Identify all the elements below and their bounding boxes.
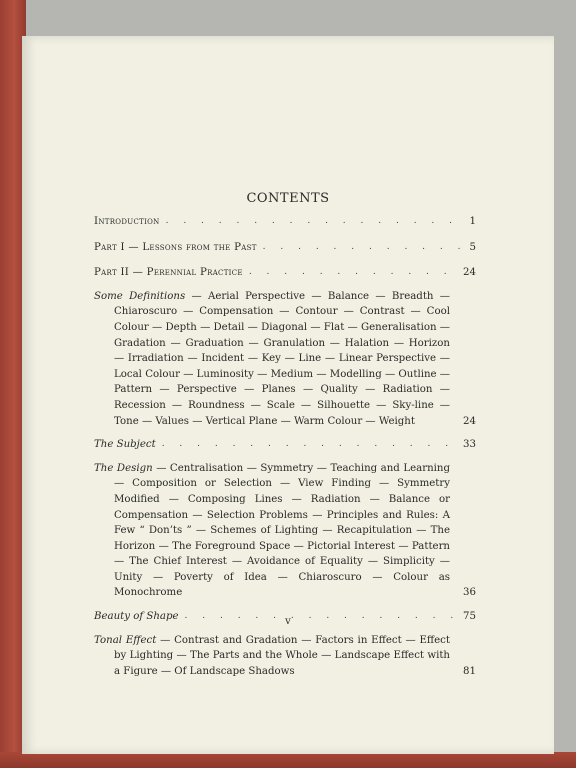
toc-entry-introduction	[94, 214, 476, 230]
toc-entry-page: 36	[463, 587, 476, 599]
dot-leader	[249, 265, 457, 281]
toc-entry-page: 24	[463, 267, 476, 279]
toc-entry-the-design	[94, 461, 476, 601]
dot-leader	[166, 214, 464, 230]
toc-entry-page: 24	[463, 415, 476, 427]
toc-entry-part-two	[94, 265, 476, 281]
contents-heading: CONTENTS	[246, 191, 330, 206]
toc-entry-title: Beauty of Shape	[94, 611, 179, 623]
book-cover-bottom	[0, 752, 576, 768]
toc-entry-title: The Design	[94, 462, 153, 474]
toc-entry-title: Some Definitions	[94, 290, 186, 302]
toc-entry-text: — Aerial Perspective — Balance — Breadth — Chiaroscuro — Compensation — Contour — Contrast — Cool Colour — Depth — Detail — Diagonal — Flat — Generalisation — Gradation — Graduation — Granulation — Halation — Horizon — Irradiation — Incident — Key — Line — Linear Perspective — Local Colour — Luminosity — Medium — Modelling — Outline — Pattern — Perspective — Planes — Quality — Radiation — Recession — Roundness — Scale — Silhouette — Sky-line — Tone — Values — Vertical Plane — Warm Colour — Weight	[114, 290, 450, 427]
table-of-contents	[94, 214, 476, 679]
toc-entry-title: Introduction	[94, 216, 160, 227]
toc-entry-tonal-effect	[94, 633, 476, 680]
toc-entry-the-subject	[94, 437, 476, 453]
book-page	[22, 36, 554, 754]
toc-entry-page: 81	[463, 665, 476, 677]
toc-entry-body	[94, 289, 450, 429]
toc-entry-page: 33	[463, 439, 476, 451]
dot-leader	[263, 240, 464, 256]
toc-entry-title: The Subject	[94, 439, 156, 451]
page-folio: v	[285, 616, 291, 627]
toc-entry-body	[94, 461, 450, 601]
toc-entry-part-one	[94, 240, 476, 256]
toc-entry-title: Part II — Perennial Practice	[94, 267, 243, 279]
toc-entry-body	[94, 633, 450, 680]
toc-entry-text: — Contrast and Gradation — Factors in Effect — Effect by Lighting — The Parts and the Whole — Landscape Effect with a Figure — Of Landscape Shadows	[114, 634, 450, 677]
toc-entry-page: 1	[469, 216, 476, 227]
dot-leader	[162, 437, 457, 453]
toc-entry-title: Part I — Lessons from the Past	[94, 241, 257, 253]
toc-entry-title: Tonal Effect	[94, 634, 157, 646]
toc-entry-page: 75	[463, 611, 476, 623]
toc-entry-some-definitions	[94, 289, 476, 429]
toc-entry-page: 5	[469, 241, 476, 253]
toc-entry-text: — Centralisation — Symmetry — Teaching and Learning — Composition or Selection — View Finding — Symmetry Modified — Composing Lines — Radiation — Balance or Compensation — Selection Problems — Principles and Rules: A Few “ Don’ts ” — Schemes of Lighting — Recapitulation — The Horizon — The Foreground Space — Pictorial Interest — Pattern — The Chief Interest — Avoidance of Equality — Simplicity — Unity — Poverty of Idea — Chiaroscuro — Colour as Monochrome	[114, 462, 450, 599]
